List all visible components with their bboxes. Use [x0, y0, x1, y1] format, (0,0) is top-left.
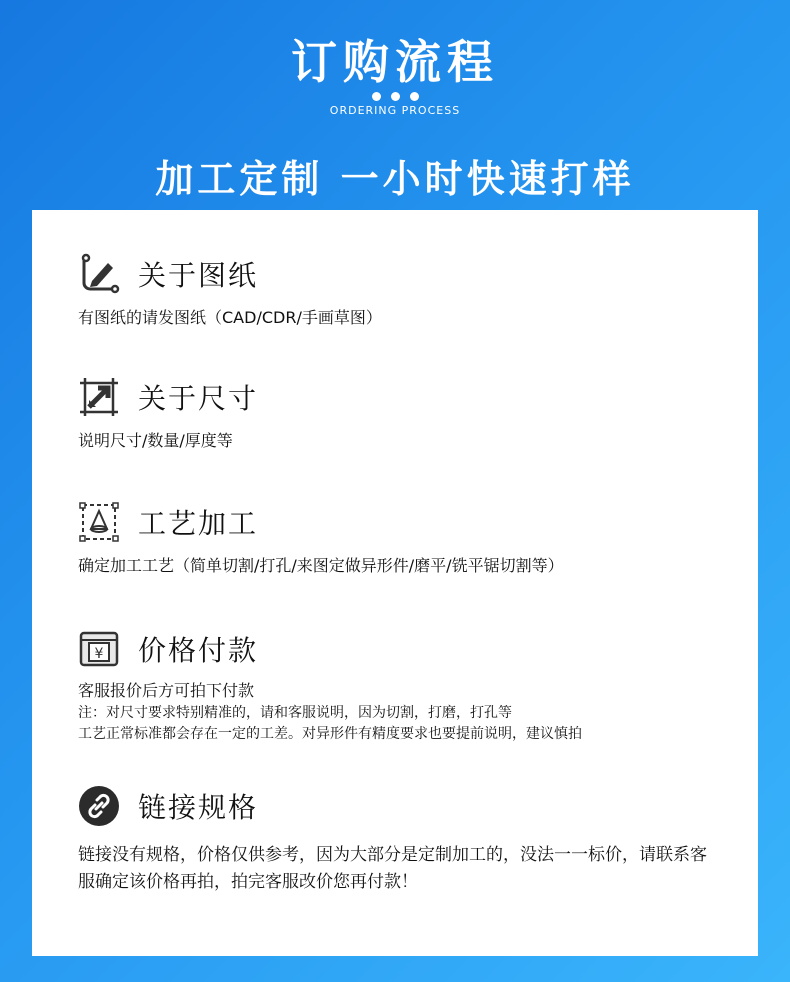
dot: [372, 92, 381, 101]
section-header: [78, 375, 738, 419]
svg-text:¥: ¥: [94, 646, 104, 662]
section-text: 说明尺寸/数量/厚度等: [78, 431, 233, 450]
section-link: [78, 784, 738, 896]
page-subtitle: ORDERING PROCESS: [329, 104, 461, 117]
dot: [391, 92, 400, 101]
section-title: 关于图纸: [138, 259, 259, 292]
pencil-drawing-icon: [78, 253, 120, 295]
dot: [410, 92, 419, 101]
resize-arrow-icon: [78, 376, 120, 418]
section-text: 客服报价后方可拍下付款: [78, 681, 255, 700]
section-drawings: [78, 252, 738, 330]
section-header: [78, 784, 738, 828]
section-note: 注：对尺寸要求特别精准的，请和客服说明，因为切割，打磨，打孔等: [78, 705, 512, 721]
section-header: [78, 627, 738, 671]
section-craft: [78, 500, 738, 578]
section-text: 有图纸的请发图纸（CAD/CDR/手画草图）: [78, 308, 382, 327]
section-header: [78, 500, 738, 544]
section-header: [78, 252, 738, 296]
page-title: 订购流程: [291, 35, 499, 89]
section-note: 工艺正常标准都会存在一定的工差。对异形件有精度要求也要提前说明，建议慎拍: [78, 726, 582, 742]
section-title: 关于尺寸: [138, 382, 259, 415]
yen-box-icon: [78, 628, 120, 670]
content-card: [32, 210, 758, 956]
section-title: 工艺加工: [138, 507, 259, 540]
section-title: 价格付款: [138, 634, 259, 667]
section-title: 链接规格: [138, 791, 259, 824]
section-size: [78, 375, 738, 453]
section-text: 链接没有规格，价格仅供参考，因为大部分是定制加工的，没法一一标价，请联系客服确定该价格再拍，拍完客服改价您再付款！: [78, 845, 707, 892]
title-dots: [0, 86, 790, 105]
slogan: 加工定制 一小时快速打样: [155, 157, 635, 201]
cone-craft-icon: [78, 501, 120, 543]
link-icon: [78, 785, 120, 827]
section-payment: [78, 627, 738, 745]
header: [0, 0, 790, 210]
section-text: 确定加工工艺（简单切割/打孔/来图定做异形件/磨平/铣平锯切割等）: [78, 556, 564, 575]
